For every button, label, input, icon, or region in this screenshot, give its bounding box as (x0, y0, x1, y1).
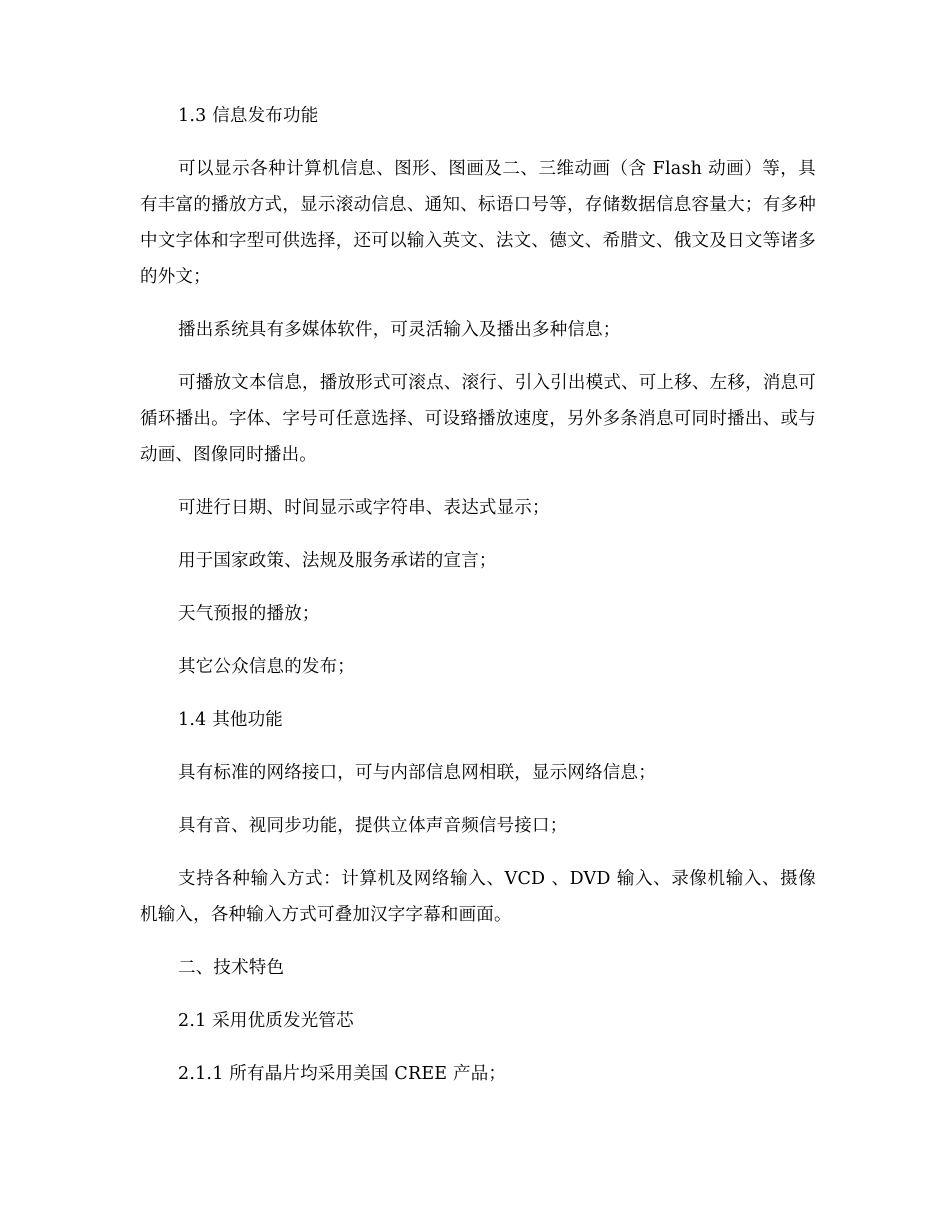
paragraph-multimedia-software: 播出系统具有多媒体软件，可灵活输入及播出多种信息； (178, 320, 621, 340)
section-heading-2-1-1: 2.1.1 所有晶片均采用美国 CREE 产品； (178, 1064, 507, 1084)
paragraph-public-information: 其它公众信息的发布； (178, 657, 355, 677)
paragraph-input-methods: 支持各种输入方式：计算机及网络输入、VCD 、DVD 输入、录像机输入、摄像机输入，各种输入方式可叠加汉字字幕和画面。 (140, 869, 816, 925)
document-page (140, 98, 816, 1109)
section-heading-1-3: 1.3 信息发布功能 (178, 106, 319, 126)
paragraph-policy-announcements: 用于国家政策、法规及服务承诺的宣言； (178, 551, 497, 571)
paragraph-audio-video-sync: 具有音、视同步功能，提供立体声音频信号接口； (178, 816, 568, 836)
section-heading-technical-features: 二、技术特色 (178, 958, 285, 978)
paragraph-display-capabilities: 可以显示各种计算机信息、图形、图画及二、三维动画（含 Flash 动画）等，具有丰富的播放方式，显示滚动信息、通知、标语口号等，存储数据信息容量大；有多种中文字体和字型可供选择，还可以输入英文、法文、德文、希腊文、俄文及日文等诸多的外文； (140, 159, 816, 287)
paragraph-date-time-display: 可进行日期、时间显示或字符串、表达式显示； (178, 498, 550, 518)
section-heading-1-4: 1.4 其他功能 (178, 710, 283, 730)
section-heading-2-1: 2.1 采用优质发光管芯 (178, 1011, 354, 1031)
paragraph-text-playback: 可播放文本信息，播放形式可滚点、滚行、引入引出模式、可上移、左移，消息可循环播出。字体、字号可任意选择、可设臵播放速度，另外多条消息可同时播出、或与动画、图像同时播出。 (140, 373, 816, 465)
paragraph-weather-forecast: 天气预报的播放； (178, 604, 320, 624)
paragraph-network-interface: 具有标准的网络接口，可与内部信息网相联，显示网络信息； (178, 763, 656, 783)
